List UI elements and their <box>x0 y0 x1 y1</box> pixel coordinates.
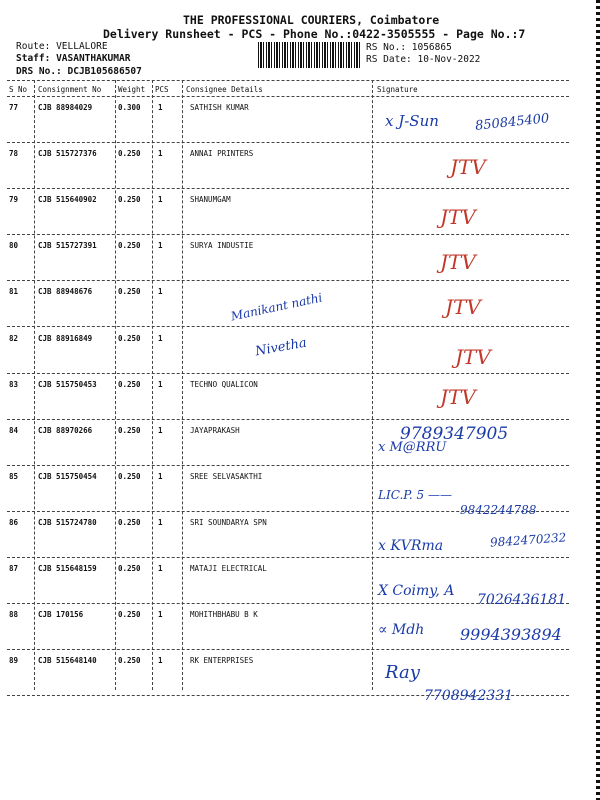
row-pcs: 1 <box>158 195 163 205</box>
row-sno: 87 <box>9 564 19 573</box>
handwritten-consignee: Nivetha <box>254 335 308 360</box>
row-sno: 84 <box>9 425 19 435</box>
row-weight: 0.250 <box>118 471 141 481</box>
row-weight: 0.250 <box>118 149 141 159</box>
signature-phone: 7026436181 <box>477 592 567 608</box>
row-consignee: ANNAI PRINTERS <box>190 149 254 159</box>
row-pcs: 1 <box>158 517 163 527</box>
row-sno: 82 <box>9 333 19 343</box>
row-consignee: JAYAPRAKASH <box>190 425 240 435</box>
signature-scribble: LIC.P. 5 —— <box>378 488 452 502</box>
signature-red: JTV <box>445 295 481 319</box>
route-line <box>16 41 108 52</box>
signature-phone: 9842470232 <box>489 530 567 550</box>
staff-value: VASANTHAKUMAR <box>56 53 131 64</box>
col-header-consignee: Consignee Details <box>186 85 263 94</box>
col-header-sno: S No <box>9 85 28 94</box>
row-consignment-no: CJB 515648140 <box>38 656 97 666</box>
row-consignee: MATAJI ELECTRICAL <box>190 564 267 573</box>
row-consignee: SURYA INDUSTIE <box>190 241 254 251</box>
row-sno: 83 <box>9 379 19 389</box>
drs-line <box>16 66 142 77</box>
row-pcs: 1 <box>158 610 163 620</box>
row-consignee: SRI SOUNDARYA SPN <box>190 517 267 527</box>
row-consignment-no: CJB 170156 <box>38 610 84 620</box>
row-sno: 85 <box>9 471 19 481</box>
table-row <box>0 420 600 466</box>
row-sno: 89 <box>9 656 19 666</box>
row-consignment-no: CJB 515750453 <box>38 379 97 389</box>
drs-value: DCJB105686507 <box>67 66 142 77</box>
row-consignee: SREE SELVASAKTHI <box>190 471 263 481</box>
row-weight: 0.250 <box>118 656 141 666</box>
row-pcs: 1 <box>158 287 163 297</box>
row-sno: 79 <box>9 195 19 205</box>
col-header-pcs: PCS <box>155 85 169 94</box>
row-consignment-no: CJB 515750454 <box>38 471 97 481</box>
row-pcs: 1 <box>158 656 163 666</box>
signature-scribble: x J-Sun <box>385 112 439 130</box>
signature-scribble: ∝ Mdh <box>378 622 425 638</box>
row-consignment-no: CJB 515724780 <box>38 517 97 527</box>
row-consignment-no: CJB 88948676 <box>38 287 93 297</box>
row-weight: 0.250 <box>118 517 141 527</box>
row-pcs: 1 <box>158 149 163 159</box>
signature-scribble: x M@RRU <box>378 440 447 455</box>
row-weight: 0.250 <box>118 379 141 389</box>
signature-scribble: x KVRma <box>378 538 444 554</box>
signature-phone: 9994393894 <box>460 625 562 644</box>
signature-scribble: Ray <box>385 662 420 683</box>
row-sno: 77 <box>9 103 19 112</box>
signature-phone: 850845400 <box>474 111 551 134</box>
row-pcs: 1 <box>158 103 163 112</box>
route-value: VELLALORE <box>56 41 108 52</box>
row-weight: 0.250 <box>118 610 141 620</box>
row-consignee: SHANUMGAM <box>190 195 231 205</box>
barcode-image <box>258 42 360 68</box>
row-consignment-no: CJB 515640902 <box>38 195 97 205</box>
row-pcs: 1 <box>158 333 163 343</box>
row-consignee: MOHITHBHABU B K <box>190 610 258 620</box>
row-pcs: 1 <box>158 425 163 435</box>
route-label: Route: <box>16 41 51 52</box>
row-consignee: TECHNO QUALICON <box>190 379 258 389</box>
company-title: THE PROFESSIONAL COURIERS, Coimbatore <box>183 13 440 27</box>
row-consignee: SATHISH KUMAR <box>190 103 249 112</box>
row-pcs: 1 <box>158 564 163 573</box>
table-row <box>0 235 600 281</box>
drs-label: DRS No.: <box>16 66 62 77</box>
signature-red: JTV <box>450 155 486 179</box>
row-weight: 0.250 <box>118 287 141 297</box>
row-consignment-no: CJB 515727376 <box>38 149 97 159</box>
table-row <box>0 189 600 235</box>
row-weight: 0.250 <box>118 241 141 251</box>
row-pcs: 1 <box>158 241 163 251</box>
row-sno: 88 <box>9 610 19 620</box>
row-weight: 0.300 <box>118 103 141 112</box>
signature-phone: 9842244788 <box>460 503 537 517</box>
row-weight: 0.250 <box>118 333 141 343</box>
handwritten-consignee: Manikant nathi <box>229 290 324 324</box>
row-sno: 80 <box>9 241 19 251</box>
row-pcs: 1 <box>158 471 163 481</box>
staff-label: Staff: <box>16 53 51 64</box>
row-pcs: 1 <box>158 379 163 389</box>
signature-phone: 9789347905 <box>400 424 509 444</box>
row-consignment-no: CJB 515648159 <box>38 564 97 573</box>
signature-red: JTV <box>440 250 476 274</box>
staff-line <box>16 53 130 64</box>
row-sno: 86 <box>9 517 19 527</box>
rs-date: RS Date: 10-Nov-2022 <box>366 54 481 65</box>
row-weight: 0.250 <box>118 425 141 435</box>
row-consignment-no: CJB 515727391 <box>38 241 97 251</box>
signature-red: JTV <box>440 205 476 229</box>
signature-phone: 7708942331 <box>424 688 514 704</box>
signature-red: JTV <box>440 385 476 409</box>
sheet-title: Delivery Runsheet - PCS - Phone No.:0422-3505555 - Page No.:7 <box>103 27 526 41</box>
row-weight: 0.250 <box>118 564 141 573</box>
scan-edge <box>596 0 600 800</box>
row-consignment-no: CJB 88970266 <box>38 425 93 435</box>
row-consignment-no: CJB 88984029 <box>38 103 93 112</box>
rs-number: RS No.: 1056865 <box>366 42 452 53</box>
col-header-weight: Weight <box>118 85 146 94</box>
header-top-divider <box>7 80 569 81</box>
col-header-signature: Signature <box>377 85 418 94</box>
table-row <box>0 374 600 420</box>
row-sno: 81 <box>9 287 19 297</box>
col-header-consignment: Consignment No <box>38 85 102 94</box>
signature-scribble: X Coimy, A <box>378 583 455 599</box>
row-consignee: RK ENTERPRISES <box>190 656 254 666</box>
row-weight: 0.250 <box>118 195 141 205</box>
table-row <box>0 143 600 189</box>
signature-red: JTV <box>455 345 491 369</box>
row-sno: 78 <box>9 149 19 159</box>
row-consignment-no: CJB 88916849 <box>38 333 93 343</box>
